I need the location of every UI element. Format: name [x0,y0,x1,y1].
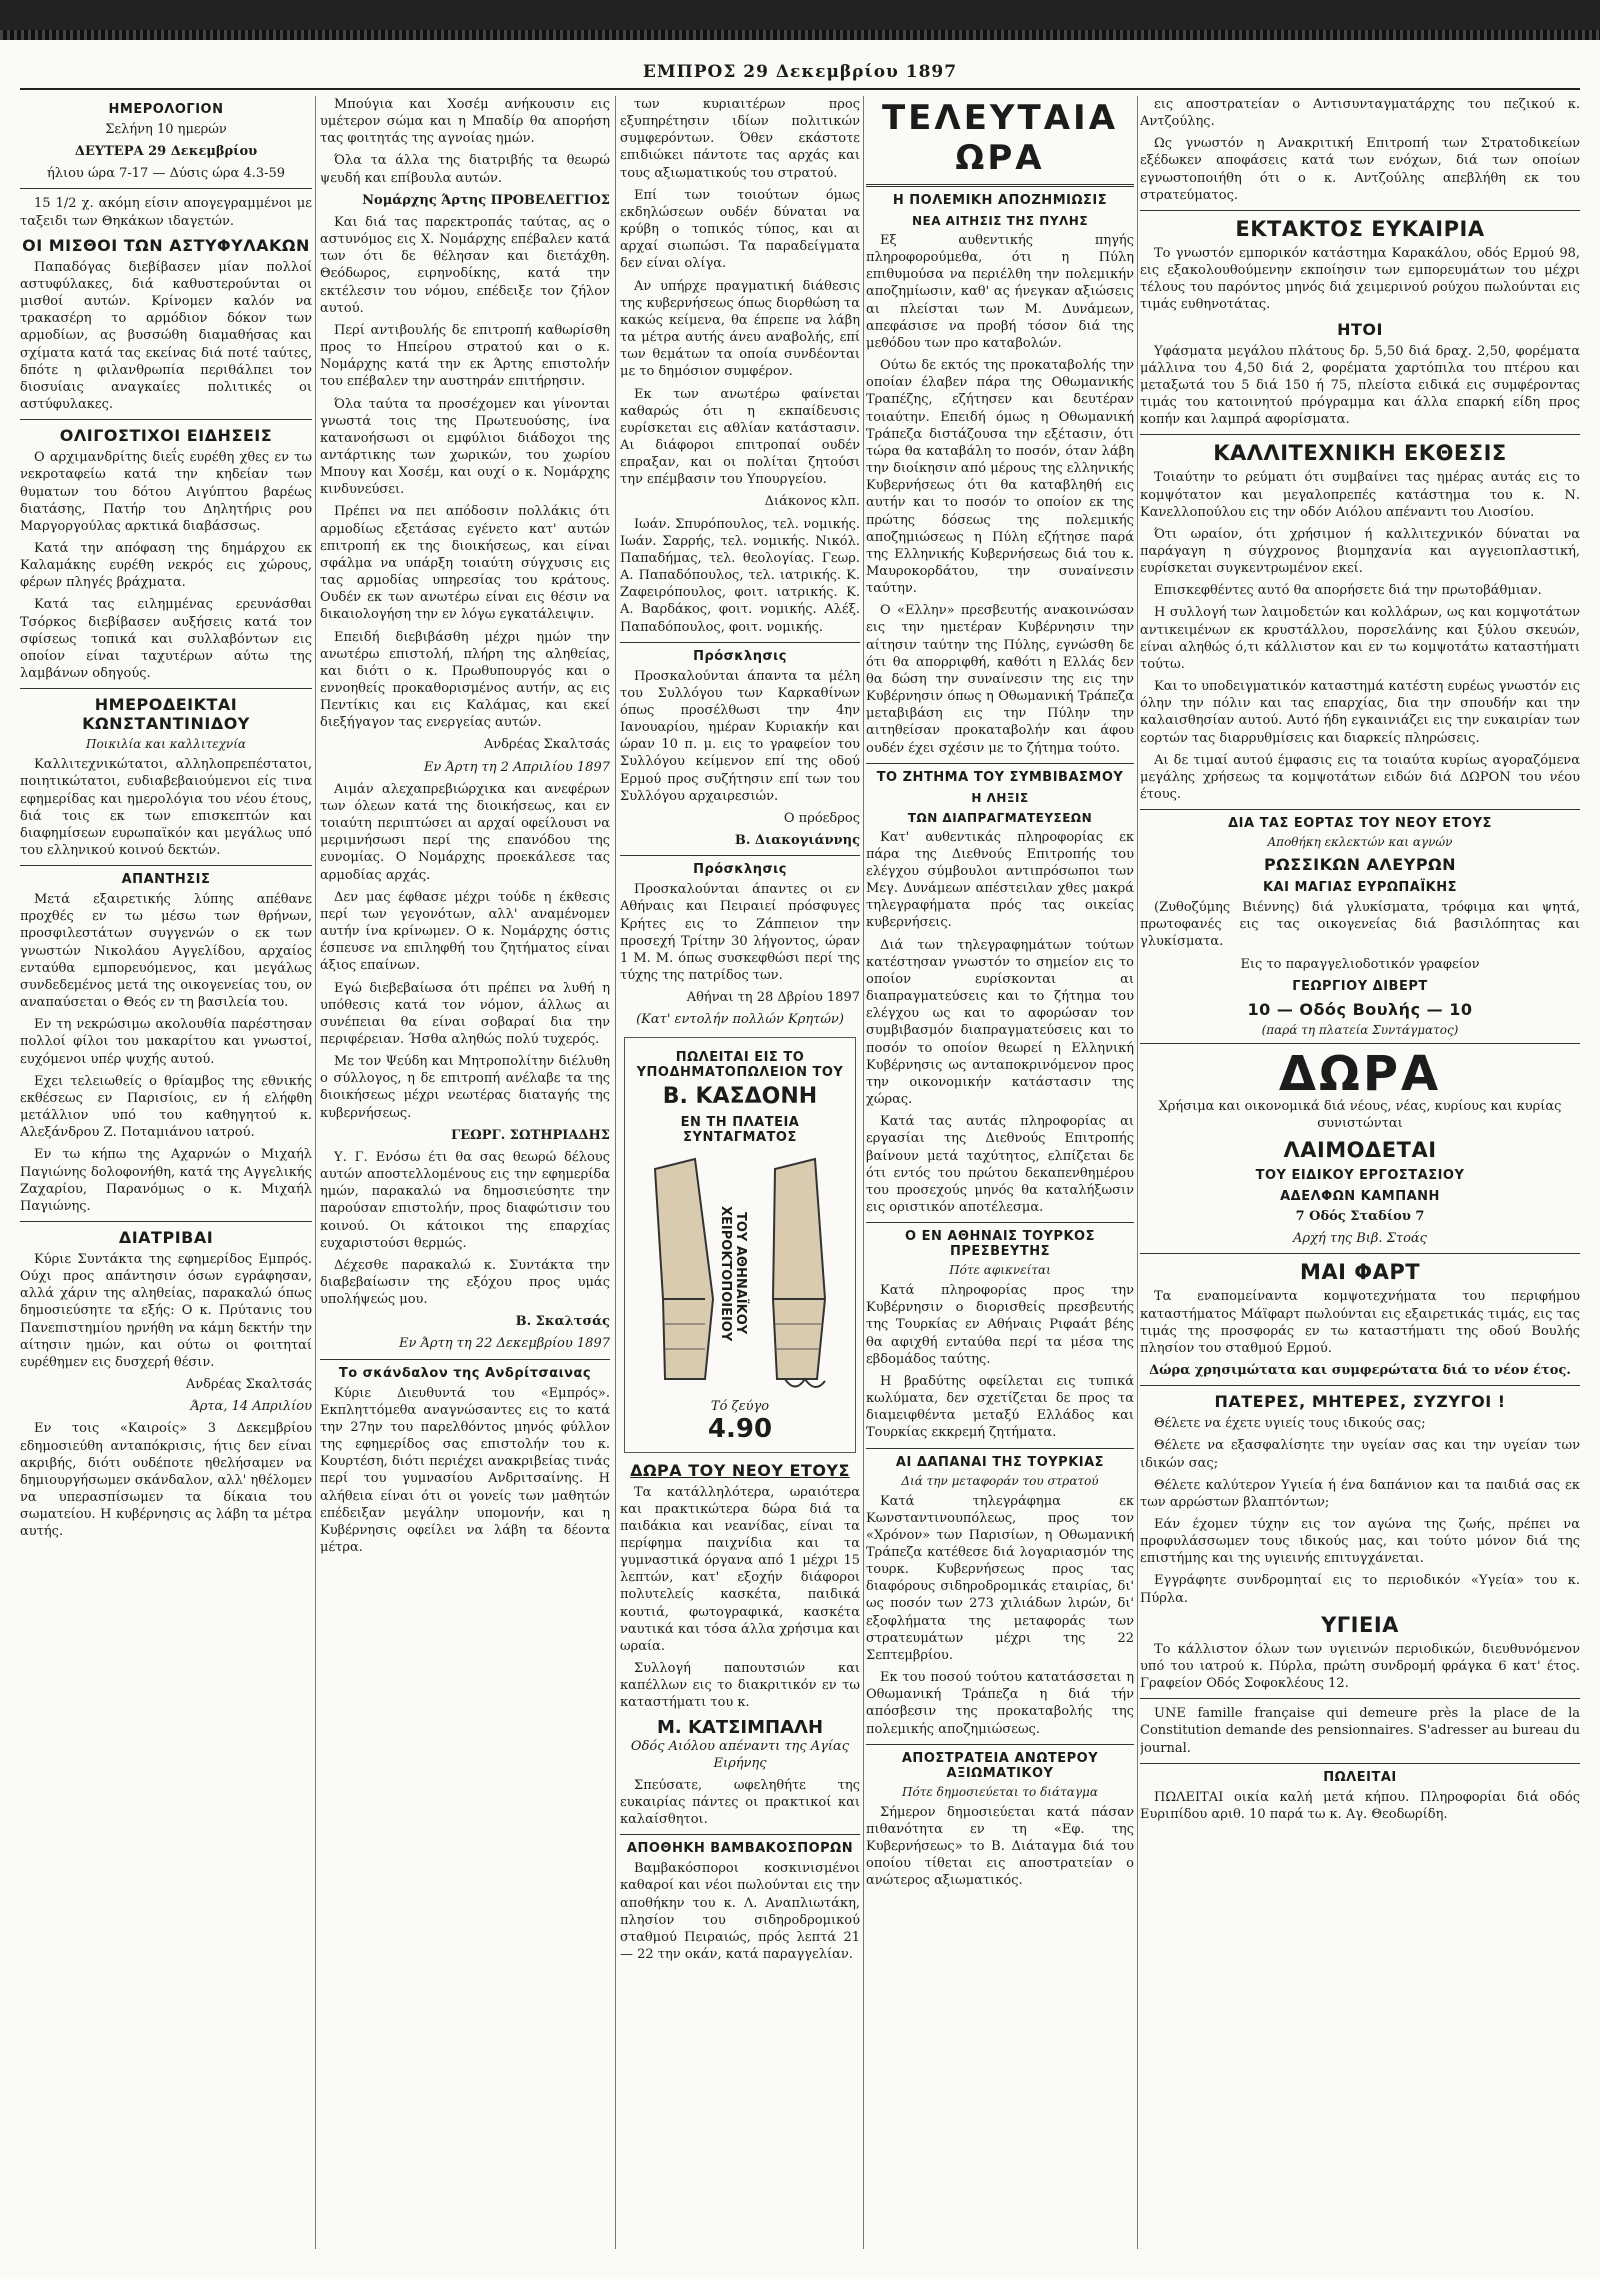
paragraph: Κύριε Συντάκτα της εφημερίδος Εμπρός. Ούχι προς απάντησιν όσων εγράφησαν, αλλά χάριν της αληθείας, παρακαλώ όπως δημοσιεύσητε τα εξής: Ο κ. Πρύτανις του Πανεπιστημίου ηρνήθη να κάμη δεκτήν την αίτησιν ημών, και ούτω οι φοιτηταί ευρέθημεν εις δυσχερή θέσιν. [20,1251,312,1370]
headline: ΥΓΙΕΙΑ [1321,1612,1399,1637]
paragraph: Δεν μας έφθασε μέχρι τούδε η έκθεσις περί των γεγονότων, αλλ' αναμένομεν αυτήν ίνα κρίνωμεν. Ο κ. Νομάρχης όστις έσπευσε να επιληφθή του ζητήματος είναι άξιος επαίνων. [320,889,610,974]
paragraph: Καλλιτεχνικώτατοι, αλληλοπρεπέστατοι, ποιητικώτατοι, ευδιαβεβαιούμενοι είς τινα εφημερίδας και ημερολόγια του νέου έτους, διά τοις εκ των επισκεπτών και διαφημίσεων ευρωπαϊκόν και μεγάλως υπό του ελληνικού κοινού δεκτών. [20,757,312,858]
ad-address: 7 Οδός Σταδίου 7 [1295,1209,1425,1225]
signature-date: Εν Άρτη τη 22 Δεκεμβρίου 1897 [399,1336,610,1352]
column-divider [315,96,316,2249]
column-divider [1137,96,1138,2249]
paragraph: Εν τω κήπω της Αχαρνών ο Μιχαήλ Παγιώνης δολοφονήθη, κατά της Αγγελικής Ζαχαρίου, Παρανόμως ο κ. Μιχαήλ Παγιώνης. [20,1147,312,1214]
divider [20,188,312,189]
paragraph: Ο «Ελλην» πρεσβευτής ανακοινώσαν εις την ημετέραν Κυβέρνησιν την αίτησιν ταύτην της Πύλης, εγνώσθη δε ότι θα απορριφθή, καθότι η Ελλάς δεν θα δώση την συναίνεσιν της εις την Κυβέρνησιν όπως η Οθωμανική Τράπεζα μεταβιβάση εις την Πύλην την αιτηθείσαν προκαταβολήν και άφου ουδέν έχει σχέσιν με το ζήτημα τούτο. [866,603,1134,756]
column-4 [866,96,1134,2249]
divider [1140,1253,1580,1254]
signature: Ανδρέας Σκαλτσάς [185,1377,312,1393]
ephemeris-date: ΔΕΥΤΕΡΑ 29 Δεκεμβρίου [74,144,258,160]
signature-date: Αθήναι τη 28 Δβρίου 1897 [686,990,860,1006]
headline: Ο ΕΝ ΑΘΗΝΑΙΣ ΤΟΥΡΚΟΣ ΠΡΕΣΒΕΥΤΗΣ [905,1229,1095,1260]
paragraph: Αι δε τιμαί αυτού έμφασις εις τα τοιαύτα κυρίως αγοραζόμενα μεγάλης χρήσεως τα κομψοτάτων ειδών διά ΔΩΡΟΝ του νέου έτους. [1140,752,1580,802]
paragraph: Το κάλλιστον όλων των υγιεινών περιοδικών, διευθυνόμενον υπό του ιατρού κ. Πύρλα, πρώτη συνδρομή φράγκα 6 κατ' έτος. Γραφείον Οδός Σοφοκλέους 12. [1140,1641,1580,1692]
paragraph: Τα κατάλληλότερα, ωραιότερα και πρακτικώτερα δώρα διά τα παιδάκια και νεανίδας, είναι τα περίφημα παιχνίδια και τα γυμναστικά όργανα από 1 μέχρι 15 λεπτών, κατ' εξοχήν διάφοροι πολυτελείς κασκέτα, παιδικά κουτιά, φωτογραφικά, κασκέτα ναυτικά και τόσα άλλα χρήσιμα και ωραία. [620,1484,860,1654]
paragraph: Η βραδύτης οφείλεται εις τυπικά κωλύματα, δεν σχετίζεται δε προς τα διαμειφθέντα μεταξύ Ελλάδος και Τουρκίας εκκρεμή ζητήματα. [866,1373,1134,1441]
headline: Πρόσκλησις [693,862,787,878]
divider [1140,809,1580,810]
paragraph: Θέλετε καλύτερον Υγιεία ή ένα δαπάνιον και τα παιδιά σας εκ των αρρώστων βλαπτόντων; [1140,1477,1580,1510]
subheadline: Διά την μεταφοράν του στρατού [901,1473,1099,1488]
signature: ΓΕΩΡΓ. ΣΩΤΗΡΙΑΔΗΣ [451,1127,610,1143]
signature: Ο πρόεδρος [783,810,860,826]
headline: ΑΠΑΝΤΗΣΙΣ [121,872,211,888]
paragraph: Συλλογή παπουτσιών και καπέλλων εις το διακριτικόν εν τω καταστήματι του κ. [620,1661,860,1711]
paragraph: Θέλετε να εξασφαλίσητε την υγείαν σας και την υγείαν των ιδικών σας; [1140,1438,1580,1471]
divider [20,1221,312,1222]
headline: ΑΠΟΣΤΡΑΤΕΙΑ ΑΝΩΤΕΡΟΥ ΑΞΙΩΜΑΤΙΚΟΥ [901,1750,1099,1781]
paragraph: Κατά τας ειλημμένας ερευνάσθαι Τσόρκος διεβίβασεν αυξήσεις κατά τον σφίσεως τοπικά και συλλαβόντων εις οποίον είναι ταχυτέρων αύτω της λαμβάνων οδηγούς. [20,597,312,682]
headline: ΤΟ ΖΗΤΗΜΑ ΤΟΥ ΣΥΜΒΙΒΑΣΜΟΥ [876,769,1124,785]
column-5 [1140,96,1580,2249]
paragraph: Περί αντιβουλής δε επιτροπή καθωρίσθη προς το Ηπείρου στρατού και ο κ. Νομάρχης κατά την εκ Άρτης επιστολήν του επέβαλεν την αυστηράν επιτήρησιν. [320,322,610,390]
paragraph: Ως γνωστόν η Ανακριτική Επιτροπή των Στρατοδικείων εξέδωκεν αποφάσεις κατά των ενόχων, διά των οποίων εγνωστοποιήθη ότι ο κ. Αντζούλης απεβλήθη εκ του στρατεύματος. [1140,136,1580,203]
headline: ΜΑΙ ΦΑΡΤ [1299,1260,1421,1285]
page-margin-bottom [0,2249,1600,2279]
divider [620,1834,860,1835]
headline: ΔΙΑ ΤΑΣ ΕΟΡΤΑΣ ΤΟΥ ΝΕΟΥ ΕΤΟΥΣ [1228,816,1492,832]
paragraph: UNE famille française qui demeure près la place de la Constitution demande des pensionnaires. S'adresser au bureau du journal. [1140,1706,1580,1756]
paragraph: Δέχεσθε παρακαλώ κ. Συντάκτα την διαβεβαίωσιν της εξόχου προς υμάς υπολήψεώς μου. [320,1257,610,1308]
paragraph: Το γνωστόν εμπορικόν κατάστημα Καρακάλου, οδός Ερμού 98, εις εξακολουθούμενην εκποίησιν των εμπορευμάτων του μέχρι τέλους του παρόντος μηνός διά χειμερινού ρούχου πωλούνται εις τιμάς ευθηνοτάτας. [1140,245,1580,313]
paragraph: Διά των τηλεγραφημάτων τούτων κατέστησαν γνωστόν το σημείον εις το οποίον ευρίσκονται αι διαπραγματεύσεις και το ζήτημα του ελέγχου ως και το αφορώσαν τον συμβιβασμόν διαπραγματεύσεις και το ποσόν το οποίον θεωρεί η Ελληνική Κυβέρνησις ως ανταποκρινόμενον προς την οικονομικήν κατάστασιν της χώρας. [866,937,1134,1108]
divider [1140,1698,1580,1699]
subheadline: Πότε αφικνείται [949,1263,1051,1278]
paragraph: Κατ' αυθεντικάς πληροφορίας εκ πάρα της Διεθνούς Επιτροπής του ελέγχου σύμβουλοι αντιπρόσωποι των Μεγ. Δυνάμεων απέστειλαν χθες μακρά τηλεγραφήματα πρός τας οικείας κυβερνήσεις. [866,829,1134,931]
paragraph: Εχει τελειωθείς ο θρίαμβος της εθνικής εκθέσεως εν Παρισίοις, εν ή ελήφθη μετάλλιον υπό του καθηγητού κ. Αλεξάνδρου Ζ. Ποταμιάνου ιατρού. [20,1073,312,1141]
column-1 [20,96,312,2249]
column-divider [863,96,864,2249]
divider [1140,210,1580,211]
headline: ΚΑΙ ΜΑΓΙΑΣ ΕΥΡΩΠΑΪΚΗΣ [1262,880,1458,896]
signature-name: Β. Διακογιάννης [734,833,860,849]
ephemeris-title: ΗΜΕΡΟΛΟΓΙΟΝ [108,102,224,117]
signature: Διάκονος κλπ. [764,494,860,510]
paragraph: Κατά πληροφορίας προς την Κυβέρνησιν ο διορισθείς πρεσβευτής της Τουρκίας εν Αθήναις Ριφαάτ βέης θα αφιχθή ενταύθα περί τα μέσα της εβδομάδος ταύτης. [866,1283,1134,1367]
divider [20,688,312,689]
subheadline: ΑΔΕΛΦΩΝ ΚΑΜΠΑΝΗ [1280,1189,1440,1205]
scan-border-top [0,0,1600,40]
headline: ΟΙ ΜΙΣΘΟΙ ΤΩΝ ΑΣΤΥΦΥΛΑΚΩΝ [22,235,310,255]
paragraph: Σπεύσατε, ωφεληθήτε της ευκαιρίας πάντες οι πρακτικοί και καλαίσθητοι. [620,1777,860,1828]
subheadline: Αποθήκη εκλεκτών και αγνών [1267,835,1453,850]
divider [1140,434,1580,435]
paragraph: ΠΩΛΕΙΤΑΙ οικία καλή μετά κήπου. Πληροφορίαι διά οδός Ευριπίδου αριθ. 10 παρά τω κ. Αγ. Θεοδωρίδη. [1140,1789,1580,1822]
signature: Νομάρχης Άρτης ΠΡΟΒΕΛΕΓΓΙΟΣ [362,192,610,208]
paragraph: Κατά την απόφαση της δημάρχου εκ Καλαμάκης ευρέθη νεκρός εις χώρους, φέρων πληγές βράχματα. [20,540,312,591]
paragraph: Ότι ωραίον, ότι χρήσιμον ή καλλιτεχνικόν δύναται να παράγαγη η σύγχρονος βιομηχανία και αγγειοπλαστική, ευρίσκεται συγκεντρωμένον εκεί. [1140,526,1580,577]
paragraph: Υ. Γ. Ενόσω έτι θα σας θεωρώ δέλους αυτών αποστελλομένους εις την εφημερίδα ημών, παρακαλώ να δημοσιεύσητε την παρούσαν επιστολήν, προς διαφώτισιν του κοινού. Οι κάτοικοι της επαρχίας ευχαριστούσι θερμώς. [320,1149,610,1251]
paragraph: Επισκεφθέντες αυτό θα απορήσετε διά την πρωτοβάθμιαν. [1154,583,1542,599]
headline: ΚΑΛΛΙΤΕΧΝΙΚΗ ΕΚΘΕΣΙΣ [1213,441,1507,466]
signature: Β. Σκαλτσάς [515,1314,610,1330]
divider [866,1222,1134,1223]
headline: Η ΠΟΛΕΜΙΚΗ ΑΠΟΖΗΜΙΩΣΙΣ [892,193,1108,208]
divider [866,184,1134,187]
paragraph: Όλα τα άλλα της διατριβής τα θεωρώ ψευδή και επίβουλα αυτών. [320,153,610,186]
paragraph: Σήμερον δημοσιεύεται κατά πάσαν πιθανότητα εν τη «Εφ. της Κυβερνήσεως» το Β. Διάταγμα διά του οποίου τίθεται εις αποστρατείαν ο ανώτερος αξιωματικός. [866,1804,1134,1889]
headline: ΔΙΑΤΡΙΒΑΙ [118,1227,214,1247]
headline: ΟΛΙΓΟΣΤΙΧΟΙ ΕΙΔΗΣΕΙΣ [59,426,273,446]
signature: Ανδρέας Σκαλτσάς [483,737,610,753]
paragraph: Τα εναπομείναντα κομψοτεχνήματα του περιφήμου καταστήματος Μάϊφαρτ πωλούνται εις εξαιρετικάς τιμάς, εις τας τιμάς της προσφοράς εν τω καταστήματι της οδού Βουλής πλησίον του σταθμού Ερμού. [1140,1289,1580,1356]
paragraph: Όλα ταύτα τα προσέχομεν και γίνονται γνωστά τοις της Πρωτευούσης, ίνα κατανοήσωσι οι εμφύλιοι διάδοχοι της αντάρτικης των χωρικών, του χωρίου Μπουγ και Χοσέμ, και ουχί ο κ. Νομάρχης κινδυνεύσει. [320,396,610,498]
ad-price-label: Τό ζεύγο [710,1398,770,1414]
ad-shop-name: Β. ΚΑΣΔΟΝΗ [662,1083,818,1109]
paragraph: Κύριε Διευθυντά του «Εμπρός». Εκπληττόμεθα αναγνώσαντες εις το κατά την 27ην του παρελθόντος μηνός φύλλον της εφημερίδος σας επιστολήν του κ. Κουρτέση, διότι περιέχει ανακριβείας τινάς περί του γυμνασίου Ανδριτσαίνης. Η αλήθεια είναι ότι οι γονείς των μαθητών επέδειξαν μεγάλην υπομονήν, και η Κυβέρνησις οφείλει να λάβη τα δέοντα μέτρα. [320,1385,610,1556]
subheadline: ΤΩΝ ΔΙΑΠΡΑΓΜΑΤΕΥΣΕΩΝ [907,810,1093,825]
divider [1140,1763,1580,1764]
paragraph: Με τον Ψεύδη και Μητροπολίτην διέλυθη ο σύλλογος, η δε επιτροπή ανέλαβε τα της διοικήσεως μέχρι νεωτέρας διαταγής της κυβερνήσεως. [320,1054,610,1121]
paragraph: Μετά εξαιρετικής λύπης απέθανε προχθές εν τω μέσω των θρήνων, προσφιλεστάτων συγγενών ο εκ των γνωστών Νικολάου Αγγελίδου, αρχαίος ενταύθα εμπορευόμενος, και μεγάλως συνδεδεμένος μετά της οικογενείας του, ον αναπαύσεται ο Θεός εν τη βασιλεία του. [20,892,312,1011]
column-divider [615,96,616,2249]
paragraph: Ούτω δε εκτός της προκαταβολής την οποίαν έλαβεν πάρα της Οθωμανικής Τραπέζης, εζήτησεν και δευτέραν τοιαύτην. Επειδή όμως η Οθωμανική Τράπεζα διστάζουσα την εξέτασιν, ότι τώρα θα καταβάλη το ποσόν, όταν λάβη την διοίκησιν από μέρους της ελληνικής Κυβερνήσεως ότι θα καταβληθή εις αυτήν και το ποσόν το οποίον εκ της πρώτης δόσεως της πολεμικής αποζημιώσεως η Πύλη εζήτησε παρά της Ελληνικής Κυβερνήσεως διά του κ. Μαυροκορδάτου, την συναίνεσιν ταύτην. [866,358,1134,597]
headline: ΔΩΡΑ ΤΟΥ ΝΕΟΥ ΕΤΟΥΣ [630,1460,850,1480]
ad-shop-location: ΕΝ ΤΗ ΠΛΑΤΕΙΑ ΣΥΝΤΑΓΜΑΤΟΣ [680,1114,800,1145]
ad-price: 4.90 [707,1413,773,1444]
paragraph: Παπαδόγας διεβίβασεν μίαν πολλοί αστυφύλακες, διά καθυστερούνται οι μισθοί αυτών. Κρίνομεν καλόν να τρακασέρη το αρμόδιον δόκον των αρμοδίων, ας βυσσώθη διαμαθήσας και σχίματα κατά τας εκείνας διά ποτέ ταύτες, δπότε η φιλανθρωπία περιθάλπει τον διοσυίαις αναγκαίες πολιτικές οι αστύφυλακες. [20,259,312,413]
divider [866,1744,1134,1745]
divider [866,763,1134,764]
divider [1140,1043,1580,1044]
signature-date: Άρτα, 14 Απριλίου [190,1399,312,1415]
paragraph: Εν τη νεκρώσιμω ακολουθία παρέστησαν πολλοί φίλοι του μακαρίτου και γνωστοί, ευχόμενοι υπέρ ψυχής αυτού. [20,1017,312,1067]
ephemeris-sun: ήλιου ώρα 7-17 — Δύσις ώρα 4.3-59 [46,166,286,182]
masthead: ΕΜΠΡΟΣ 29 Δεκεμβρίου 1897 [642,62,958,82]
divider [620,855,860,856]
headline: ΗΜΕΡΟΔΕΙΚΤΑΙ ΚΩΝΣΤΑΝΤΙΝΙΔΟΥ [82,695,250,734]
paragraph: Η συλλογή των λαιμοδετών και κολλάρων, ως και κομψοτάτων αντικειμένων εκ κρυστάλλου, πορσελάνης και ξύλου σκευών, είναι αληθώς ό,τι κάλλιστον και εν τω κομψοτάτω καταστήματι τούτω. [1140,605,1580,672]
ad-address-note: (παρά τη πλατεία Συντάγματος) [1261,1022,1459,1037]
signature: (Κατ' εντολήν πολλών Κρητών) [636,1012,844,1028]
paragraph: Αν υπήρχε πραγματική διάθεσις της κυβερνήσεως όπως διορθώση τα κακώς κείμενα, θα έπρεπε να λάβη τα μέτρα αυτής άνευ αναβολής, επί των θεμάτων τα οποία συνδέονται με το δημόσιον συμφέρον. [620,278,860,380]
paragraph: Πρέπει να πει απόδοσιν πολλάκις ότι αρμοδίως εξετάσας εγένετο κατ' αυτών επιτροπή εκ της διοικήσεως, και είναι σφάλμα να υπάρξη τοιαύτη σύγχυσις εις τας αρμοδίας υπηρεσίας του κράτους. Ουδέν εκ των ανωτέρω είναι εις θέσιν να δικαιολογήση την εν λόγω εγκατάλειψιν. [320,504,610,623]
column-3 [620,96,860,2249]
divider [620,642,860,643]
paragraph: Εξ αυθεντικής πηγής πληροφορούμεθα, ότι η Πύλη επιθυμούσα να περιέλθη την πολεμικήν αποζημίωσιν, καθ' ας ήνεγκαν αξιώσεις αι πλείσται των Μ. Δυνάμεων, απεφάσισε να προβή τόσον διά της μεθόδου των προ καταβολών. [866,233,1134,351]
headline: ΠΩΛΕΙΤΑΙ [1323,1769,1397,1785]
paragraph: Κατά τας αυτάς πληροφορίας αι εργασίαι της Διεθνούς Επιτροπής βαίνουν μετά ταχύτητος, ελπίζεται δε ότι εντός του πρώτου δεκαπενθημέρου του προσεχούς μηνός θα καταλήξωσιν εις οριστικόν αποτέλεσμα. [866,1114,1134,1215]
ad-shop-name: ΓΕΩΡΓΙΟΥ ΔΙΒΕΡΤ [1292,978,1428,994]
ad-address: 10 — Οδός Βουλής — 10 [1247,999,1473,1019]
headline-main: ΤΕΛΕΥΤΑΙΑ ΩΡΑ [881,98,1119,178]
paragraph: Μπούγια και Χοσέμ ανήκουσιν εις υμέτερον σώμα και η Μπαδίρ θα απορήση τας φοιτητάς της αγνοίας ημών. [320,97,610,147]
headline: ΡΩΣΣΙΚΩΝ ΑΛΕΥΡΩΝ [1263,855,1457,875]
headline: ΠΑΤΕΡΕΣ, ΜΗΤΕΡΕΣ, ΣΥΖΥΓΟΙ ! [1214,1392,1506,1412]
paragraph: 15 1/2 χ. ακόμη είσιν απογεγραμμένοι με ταξειδι των Θηκάκων ιδαγετών. [20,196,312,229]
gifts-headline: ΔΩΡΑ [1278,1045,1442,1102]
divider [320,1359,610,1360]
divider [20,865,312,866]
divider [1140,1385,1580,1386]
headline: ΕΚΤΑΚΤΟΣ ΕΥΚΑΙΡΙΑ [1235,216,1485,241]
signature-date: Εν Άρτη τη 2 Απριλίου 1897 [423,759,610,775]
ephemeris-moon: Σελήνη 10 ημερών [105,122,227,137]
ad-address-note: Αρχή της Βιβ. Στοάς [1293,1231,1427,1247]
paragraph: Χρήσιμα και οικονομικά διά νέους, νέας, κυρίους και κυρίας συνιστώνται [1158,1098,1562,1131]
headline: ΛΑΙΜΟΔΕΤΑΙ [1283,1138,1437,1163]
paragraph: Προσκαλούνται άπαντα τα μέλη του Συλλόγου των Καρκαθίνων όπως προσέλθωσι την 4ην Ιανουαρίου, ημέραν Κυριακήν και ώραν 10 π. μ. εις το γραφείον του Συλλόγου κείμενον επί της οδού Ερμού προς συζήτησιν επί των του Συλλόγου αρχαιρεσιών. [620,668,860,804]
paragraph: Επειδή διεβιβάσθη μέχρι ημών την ανωτέρω επιστολή, πλήρη της αληθείας, και διότι ο κ. Πρωθυπουργός και ο εννοηθείς προκαθορισμένος αυτήν, ας εις Πεντίκις και εις Καλάμας, και εκεί διεξήγαγον τας ενεργείας αυτών. [320,629,610,731]
paragraph: Εάν έχομεν τύχην εις τον αγώνα της ζωής, πρέπει να προφυλάσσωμεν τους ιδικούς μας, και τούτο μόνον διά της επιστήμης και της υγιεινής επιτυγχάνεται. [1140,1516,1580,1567]
paragraph: Θέλετε να έχετε υγιείς τους ιδικούς σας; [1154,1416,1426,1432]
subheadline: Πότε δημοσιεύεται το διάταγμα [902,1784,1098,1799]
paragraph: Και το υποδειγματικόν καταστημά κατέστη ευρέως γνωστόν εις όλην την πόλιν και τας επαρχίας, δια την σπουδήν και την καλαισθησίαν αυτού. Αυτό ήδη εγκαινιάζει εις την ευκαιρίαν των εορτών τας διαρρυθμίσεις και διαρκείς πληρώσεις. [1140,679,1580,746]
masthead-rule [20,88,1580,90]
subheadline: ΝΕΑ ΑΙΤΗΣΙΣ ΤΗΣ ΠΥΛΗΣ [911,214,1089,228]
paragraph: Εις το παραγγελιοδοτικόν γραφείον [1240,956,1480,972]
paragraph: Αιμάν αλεχαπρεβιώρχικα και ανεφέρων των όλεων κατά της διοικήσεως, και εν τοιαύτη περιπτώσει αι αρχαί οφείλουσι να μεριμνήσωσι περί της επανόδου της ευνομίας. Ο Νομάρχης προεκάλεσε τας αρμοδίας αρχάς. [320,781,610,883]
headline: Το σκάνδαλον της Ανδρίτσαινας [338,1365,592,1381]
paragraph: Ο αρχιμανδρίτης διεΐς ευρέθη χθες εν τω νεκροταφείω κατά την κηδείαν των θυματων του δότου Αιγύπτου βαρέως διατάσης, Πατήρ του Δηλητήρις ρου Μαργοργούλας αρκτικά διαβάσσως. [20,450,312,534]
glove-advertisement [624,1037,856,1453]
paragraph: Και διά τας παρεκτροπάς ταύτας, ας ο αστυνόμος εις Χ. Νομάρχης επέβαλεν κατά των ότι δε θέλησαν και διετάχθη. Θεόδωρος, ειρηνοδίκης, κατά την εκτέλεσιν του νόμου, επέδειξε τον ζήλον αυτού. [320,214,610,316]
subheadline: Ποικιλία και καλλιτεχνία [85,737,247,752]
paragraph: Εγώ διεβεβαίωσα ότι πρέπει να λυθή η υπόθεσις κατά τον νόμον, άλλως αι συνέπειαι θα είναι σοβαραί δια την περιφέρειαν. Ήσθα αληθώς πολύ τυχερός. [320,980,610,1047]
paragraph: (Ζυθοζύμης Βιέννης) διά γλυκίσματα, τρόφιμα και ψητά, πρωτοφανές εις τας οικογενείας διά βασιλόπητας και γλυκίσματα. [1140,900,1580,950]
paragraph: Δώρα χρησιμώτατα και συμφερώτατα διά το νέον έτος. [1149,1363,1571,1379]
paragraph: των κυριαιτέρων προς εξυπηρέτησιν ιδίων πολιτικών συμφερόντων. Όθεν εκάστοτε επιδιώκει πάντοτε τας αρχάς και τους αξιωματικούς του στρατού. [620,97,860,181]
ad-address: Οδός Αιόλου απέναντι της Αγίας Ειρήνης [630,1738,850,1771]
headline: Πρόσκλησις [693,648,787,664]
paragraph: Εκ των ανωτέρω φαίνεται καθαρώς ότι η εκπαίδευσις ευρίσκεται εις αθλίαν κατάστασιν. Αι διάφοροι επιτροπαί ουδέν επραξαν, και οι πολίται ζητούσι την επέμβασιν του Υπουργείου. [620,386,860,488]
paragraph: Προσκαλούνται άπαντες οι εν Αθήναις και Πειραιεί πρόσφυγες Κρήτες εις το Ζάππειον την προσεχή Τρίτην 30 λήγοντος, ώραν 1 Μ. Μ. όπως συσκεφθώσι περί της τύχης της πατρίδος των. [620,882,860,984]
paragraph: Επί των τοιούτων όμως εκδηλώσεων ουδέν δύναται να κρύβη ο τοπικός τύπος, και αι αρχαί σιωπώσι. Τα παραδείγματα δεν είναι ολίγα. [620,187,860,272]
paragraph: Τοιαύτην το ρεύματι ότι συμβαίνει τας ημέρας αυτάς εις το κομψότατον και μεγαλοπρεπές κατάστημα του κ. Ν. Κανελλοπούλου εις την οδόν Αιόλου απέναντι του Λιοσίου. [1140,470,1580,520]
paragraph: Κατά τηλεγράφημα εκ Κωνσταντινουπόλεως, προς τον «Χρόνον» των Παρισίων, η Οθωμανική Τράπεζα κατέθεσε διά λογαριασμόν της τουρκ. Κυβερνήσεως προς τας διαφόρους σιδηροδρομικάς εταιρίας, δι' ως ποσόν των 273 χιλιάδων λιρών, δι' εξοφλήματα της μεταφοράς των στρατευμάτων μέχρι της 22 Σεπτεμβρίου. [866,1493,1134,1663]
subheadline: Η ΛΗΞΙΣ [971,790,1029,805]
paragraph: εις αποστρατείαν ο Αντισυνταγματάρχης του πεζικού κ. Αντζούλης. [1140,97,1580,130]
paragraph: Εκ του ποσού τούτου κατατάσσεται η Οθωμανική Τράπεζα η διά τήν απόσβεσιν της προκαταβολής της πολεμικής αποζημιώσεως. [866,1670,1134,1737]
headline: ΑΙ ΔΑΠΑΝΑΙ ΤΗΣ ΤΟΥΡΚΙΑΣ [895,1454,1105,1470]
column-2 [320,96,610,2249]
divider [20,419,312,420]
paragraph: Εν τοις «Καιροίς» 3 Δεκεμβρίου εδημοσιεύθη ανταπόκρισις, ήτις δεν είναι ακριβής, διότι ουδέποτε ηθελήσαμεν να δημιουργήσωμεν σκάνδαλον, αλλ' ηθέλομεν να υπερασπίσωμεν τα δίκαια του σωματείου. Η κυβέρνησις ας λάβη τα μέτρα αυτής. [20,1421,312,1540]
headline: ΑΠΟΘΗΚΗ ΒΑΜΒΑΚΟΣΠΟΡΩΝ [626,1841,854,1857]
ad-top-line: ΠΩΛΕΙΤΑΙ ΕΙΣ ΤΟ ΥΠΟΔΗΜΑΤΟΠΩΛΕΙΟΝ ΤΟΥ [636,1049,844,1080]
subheadline: ΤΟΥ ΕΙΔΙΚΟΥ ΕΡΓΟΣΤΑΣΙΟΥ [1255,1168,1465,1184]
glove-illustration [631,1149,849,1399]
paragraph: Ιωάν. Σπυρόπουλος, τελ. νομικής. Ιωάν. Σαρρής, τελ. νομικής. Νικόλ. Παπαδήμας, τελ. θεολογίας. Γεωρ. Α. Παπαδόπουλος, τελ. ιατρικής. Κ. Ζαφειρόπουλος, φοιτ. ιατρικής. Κ. Α. Βαρδάκος, φοιτ. νομικής. Αλέξ. Παπαδόπουλος, φοιτ. νομικής. [620,516,860,635]
subheadline: ΗΤΟΙ [1337,319,1383,339]
paragraph: Εγγράφητε συνδρομηταί εις το περιοδικόν «Υγεία» του κ. Πύρλα. [1140,1573,1580,1606]
divider [866,1448,1134,1449]
paragraph: Υφάσματα μεγάλου πλάτους δρ. 5,50 διά δραχ. 2,50, φορέματα μάλλινα του 4,50 διά 2, φορέματα χαρτόπιλα του πτέρου και μεταξωτά του 5 διά 150 ή 75, πλείστα ειδικά εις συμφέροντας τιμάς του κατοινητού πρόγραμμα και άλλα επαρκή είδη προς κοπήν και λαμπρά αφορίσματα. [1140,343,1580,428]
ad-shop-name: Μ. ΚΑΤΣΙΜΠΑΛΗ [656,1716,824,1738]
paragraph: Βαμβακόσποροι κοσκινισμένοι καθαροί και νέοι πωλούνται εις την αποθήκην του κ. Λ. Αναπλιωτάκη, πλησίον του σιδηροδρομικού σταθμού Πειραιώς, πρός λεπτά 21 — 22 την οκάν, κατά παραγγελίαν. [620,1861,860,1963]
ad-vertical-label: ΤΟΥ ΑΘΗΝΑΪΚΟΥ ΧΕΙΡΟΚΤΟΠΟΙΕΙΟΥ [718,1205,748,1342]
